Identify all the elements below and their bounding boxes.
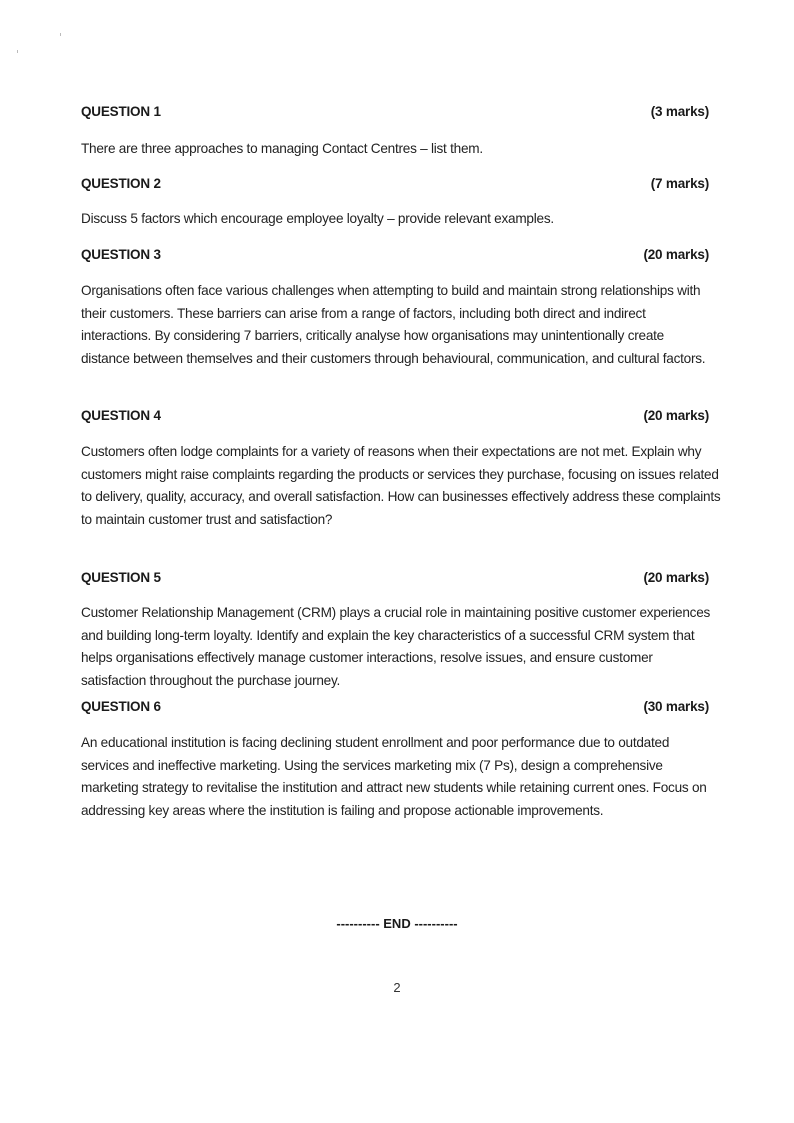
question-5-header	[81, 570, 709, 585]
question-1-text: There are three approaches to managing Contact Centres – list them.	[81, 141, 483, 156]
scan-speck	[17, 50, 18, 53]
question-title: QUESTION 5	[81, 570, 161, 585]
question-title: QUESTION 2	[81, 176, 161, 191]
question-2-header	[81, 176, 709, 191]
question-4-text: Customers often lodge complaints for a variety of reasons when their expectations are not met. Explain why customers might raise complaints regarding the products or services they purchase, focusing on issues related to delivery, quality, accuracy, and overall satisfaction. How can businesses effectively address these complaints to maintain customer trust and satisfaction?	[81, 444, 721, 527]
question-marks: (20 marks)	[643, 408, 709, 423]
question-title: QUESTION 3	[81, 247, 161, 262]
question-title: QUESTION 6	[81, 699, 161, 714]
question-6-text: An educational institution is facing declining student enrollment and poor performance due to outdated services and ineffective marketing. Using the services marketing mix (7 Ps), design a comprehensive marketing strategy to revitalise the institution and attract new students while retaining current ones. Focus on addressing key areas where the institution is failing and propose actionable improvements.	[81, 735, 707, 818]
page-number: 2	[393, 980, 401, 995]
scan-speck	[60, 33, 61, 36]
question-1-header	[81, 104, 709, 119]
end-marker: ---------- END ----------	[336, 916, 458, 931]
question-marks: (20 marks)	[643, 570, 709, 585]
question-title: QUESTION 1	[81, 104, 161, 119]
question-3-header	[81, 247, 709, 262]
question-6-header	[81, 699, 709, 714]
question-marks: (3 marks)	[650, 104, 709, 119]
question-marks: (30 marks)	[643, 699, 709, 714]
question-title: QUESTION 4	[81, 408, 161, 423]
question-marks: (20 marks)	[643, 247, 709, 262]
question-3-text: Organisations often face various challenges when attempting to build and maintain strong relationships with their customers. These barriers can arise from a range of factors, including both direct and indirect interactions. By considering 7 barriers, critically analyse how organisations may unintentionally create distance between themselves and their customers through behavioural, communication, and cultural factors.	[81, 283, 706, 366]
question-5-text: Customer Relationship Management (CRM) plays a crucial role in maintaining positive customer experiences and building long-term loyalty. Identify and explain the key characteristics of a successful CRM system that helps organisations effectively manage customer interactions, resolve issues, and ensure customer satisfaction throughout the purchase journey.	[81, 605, 711, 688]
question-marks: (7 marks)	[650, 176, 709, 191]
question-2-text: Discuss 5 factors which encourage employee loyalty – provide relevant examples.	[81, 211, 554, 226]
question-4-header	[81, 408, 709, 423]
